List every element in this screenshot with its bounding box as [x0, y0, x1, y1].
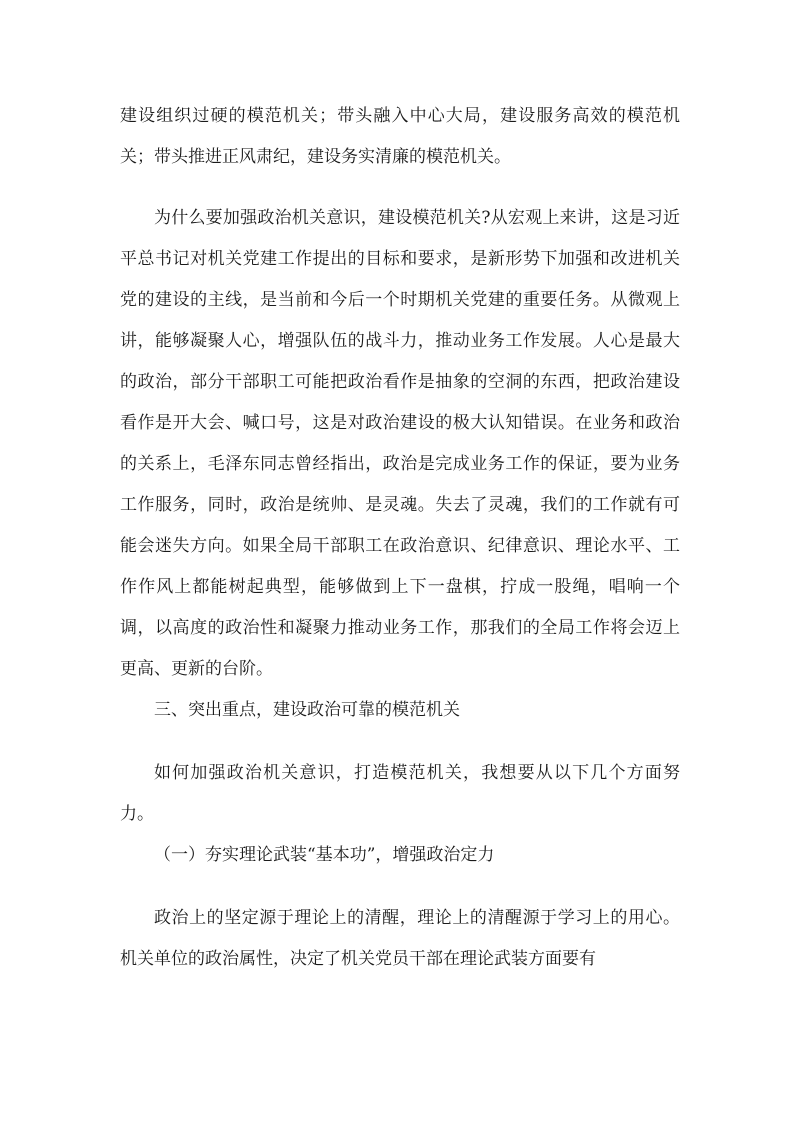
- section-heading-3: 三、突出重点，建设政治可靠的模范机关: [154, 700, 460, 720]
- subsection-heading-1: （一）夯实理论武装“基本功”，增强政治定力: [154, 845, 495, 865]
- paragraph-why-model-organ: 为什么要加强政治机关意识，建设模范机关?从宏观上来讲，这是习近平总书记对机关党建工作提出的目标和要求，是新形势下加强和改进机关党的建设的主线，是当前和今后一个时期机关党建的重要任务。从微观上讲，能够凝聚人心，增强队伍的战斗力，推动业务工作发展。人心是最大的政治，部分干部职工可能把政治看作是抽象的空洞的东西，把政治建设看作是开大会、喊口号，这是对政治建设的极大认知错误。在业务和政治的关系上，毛泽东同志曾经指出，政治是完成业务工作的保证，要为业务工作服务，同时，政治是统帅、是灵魂。失去了灵魂，我们的工作就有可能会迷失方向。如果全局干部职工在政治意识、纪律意识、理论水平、工作作风上都能树起典型，能够做到上下一盘棋，拧成一股绳，唱响一个调，以高度的政治性和凝聚力推动业务工作，那我们的全局工作将会迈上更高、更新的台阶。: [120, 208, 680, 679]
- paragraph-continuation: 建设组织过硬的模范机关；带头融入中心大局，建设服务高效的模范机关；带头推进正风肃纪，建设务实清廉的模范机关。: [120, 106, 680, 167]
- paragraph-how-to-strengthen: 如何加强政治机关意识，打造模范机关，我想要从以下几个方面努力。: [120, 763, 680, 824]
- document-body: [120, 96, 680, 980]
- paragraph-theory-foundation: 政治上的坚定源于理论上的清醒，理论上的清醒源于学习上的用心。机关单位的政治属性，决定了机关党员干部在理论武装方面要有: [120, 908, 680, 969]
